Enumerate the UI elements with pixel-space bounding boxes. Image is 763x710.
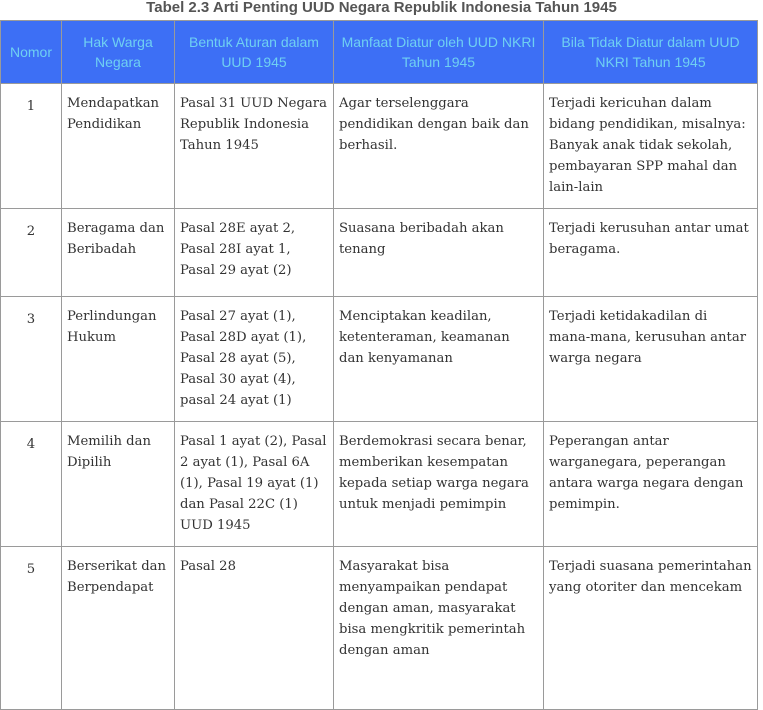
- table-row: [1, 422, 758, 547]
- row-bila: Terjadi suasana pemerintahan yang otoriter dan mencekam: [544, 547, 758, 710]
- row-manfaat: Berdemokrasi secara benar, memberikan kesempatan kepada setiap warga negara untuk menjadi pemimpin: [334, 422, 544, 547]
- row-aturan: Pasal 28: [175, 547, 334, 710]
- table-row: [1, 84, 758, 209]
- row-manfaat: Masyarakat bisa menyampaikan pendapat dengan aman, masyarakat bisa mengkritik pemerintah dengan aman: [334, 547, 544, 710]
- row-bila: Terjadi ketidakadilan di mana-mana, kerusuhan antar warga negara: [544, 297, 758, 422]
- row-bila: Peperangan antar warganegara, peperangan antara warga negara dengan pemimpin.: [544, 422, 758, 547]
- row-bila: Terjadi kerusuhan antar umat beragama.: [544, 209, 758, 297]
- table-row: [1, 547, 758, 710]
- row-number: 5: [1, 547, 62, 710]
- row-number: 1: [1, 84, 62, 209]
- row-aturan: Pasal 27 ayat (1), Pasal 28D ayat (1), Pasal 28 ayat (5), Pasal 30 ayat (4), pasal 24 ayat (1): [175, 297, 334, 422]
- row-manfaat: Agar terselenggara pendidikan dengan baik dan berhasil.: [334, 84, 544, 209]
- row-manfaat: Menciptakan keadilan, ketenteraman, keamanan dan kenyamanan: [334, 297, 544, 422]
- rights-table: [0, 20, 758, 710]
- row-hak: Perlindungan Hukum: [62, 297, 175, 422]
- table-row: [1, 297, 758, 422]
- row-aturan: Pasal 31 UUD Negara Republik Indonesia Tahun 1945: [175, 84, 334, 209]
- header-bila-tidak-diatur: Bila Tidak Diatur dalam UUD NKRI Tahun 1945: [544, 21, 758, 84]
- header-nomor: Nomor: [1, 21, 62, 84]
- row-number: 2: [1, 209, 62, 297]
- row-hak: Mendapatkan Pendidikan: [62, 84, 175, 209]
- row-manfaat: Suasana beribadah akan tenang: [334, 209, 544, 297]
- header-bentuk-aturan: Bentuk Aturan dalam UUD 1945: [175, 21, 334, 84]
- row-hak: Berserikat dan Berpendapat: [62, 547, 175, 710]
- row-aturan: Pasal 28E ayat 2, Pasal 28I ayat 1, Pasal 29 ayat (2): [175, 209, 334, 297]
- header-hak-warga-negara: Hak Warga Negara: [62, 21, 175, 84]
- row-hak: Beragama dan Beribadah: [62, 209, 175, 297]
- row-number: 4: [1, 422, 62, 547]
- row-hak: Memilih dan Dipilih: [62, 422, 175, 547]
- row-number: 3: [1, 297, 62, 422]
- table-title: Tabel 2.3 Arti Penting UUD Negara Republik Indonesia Tahun 1945: [146, 0, 617, 16]
- table-row: [1, 209, 758, 297]
- row-aturan: Pasal 1 ayat (2), Pasal 2 ayat (1), Pasal 6A (1), Pasal 19 ayat (1) dan Pasal 22C (1) UUD 1945: [175, 422, 334, 547]
- row-bila: Terjadi kericuhan dalam bidang pendidikan, misalnya: Banyak anak tidak sekolah, pembayaran SPP mahal dan lain-lain: [544, 84, 758, 209]
- header-manfaat: Manfaat Diatur oleh UUD NKRI Tahun 1945: [334, 21, 544, 84]
- header-row: [1, 21, 758, 84]
